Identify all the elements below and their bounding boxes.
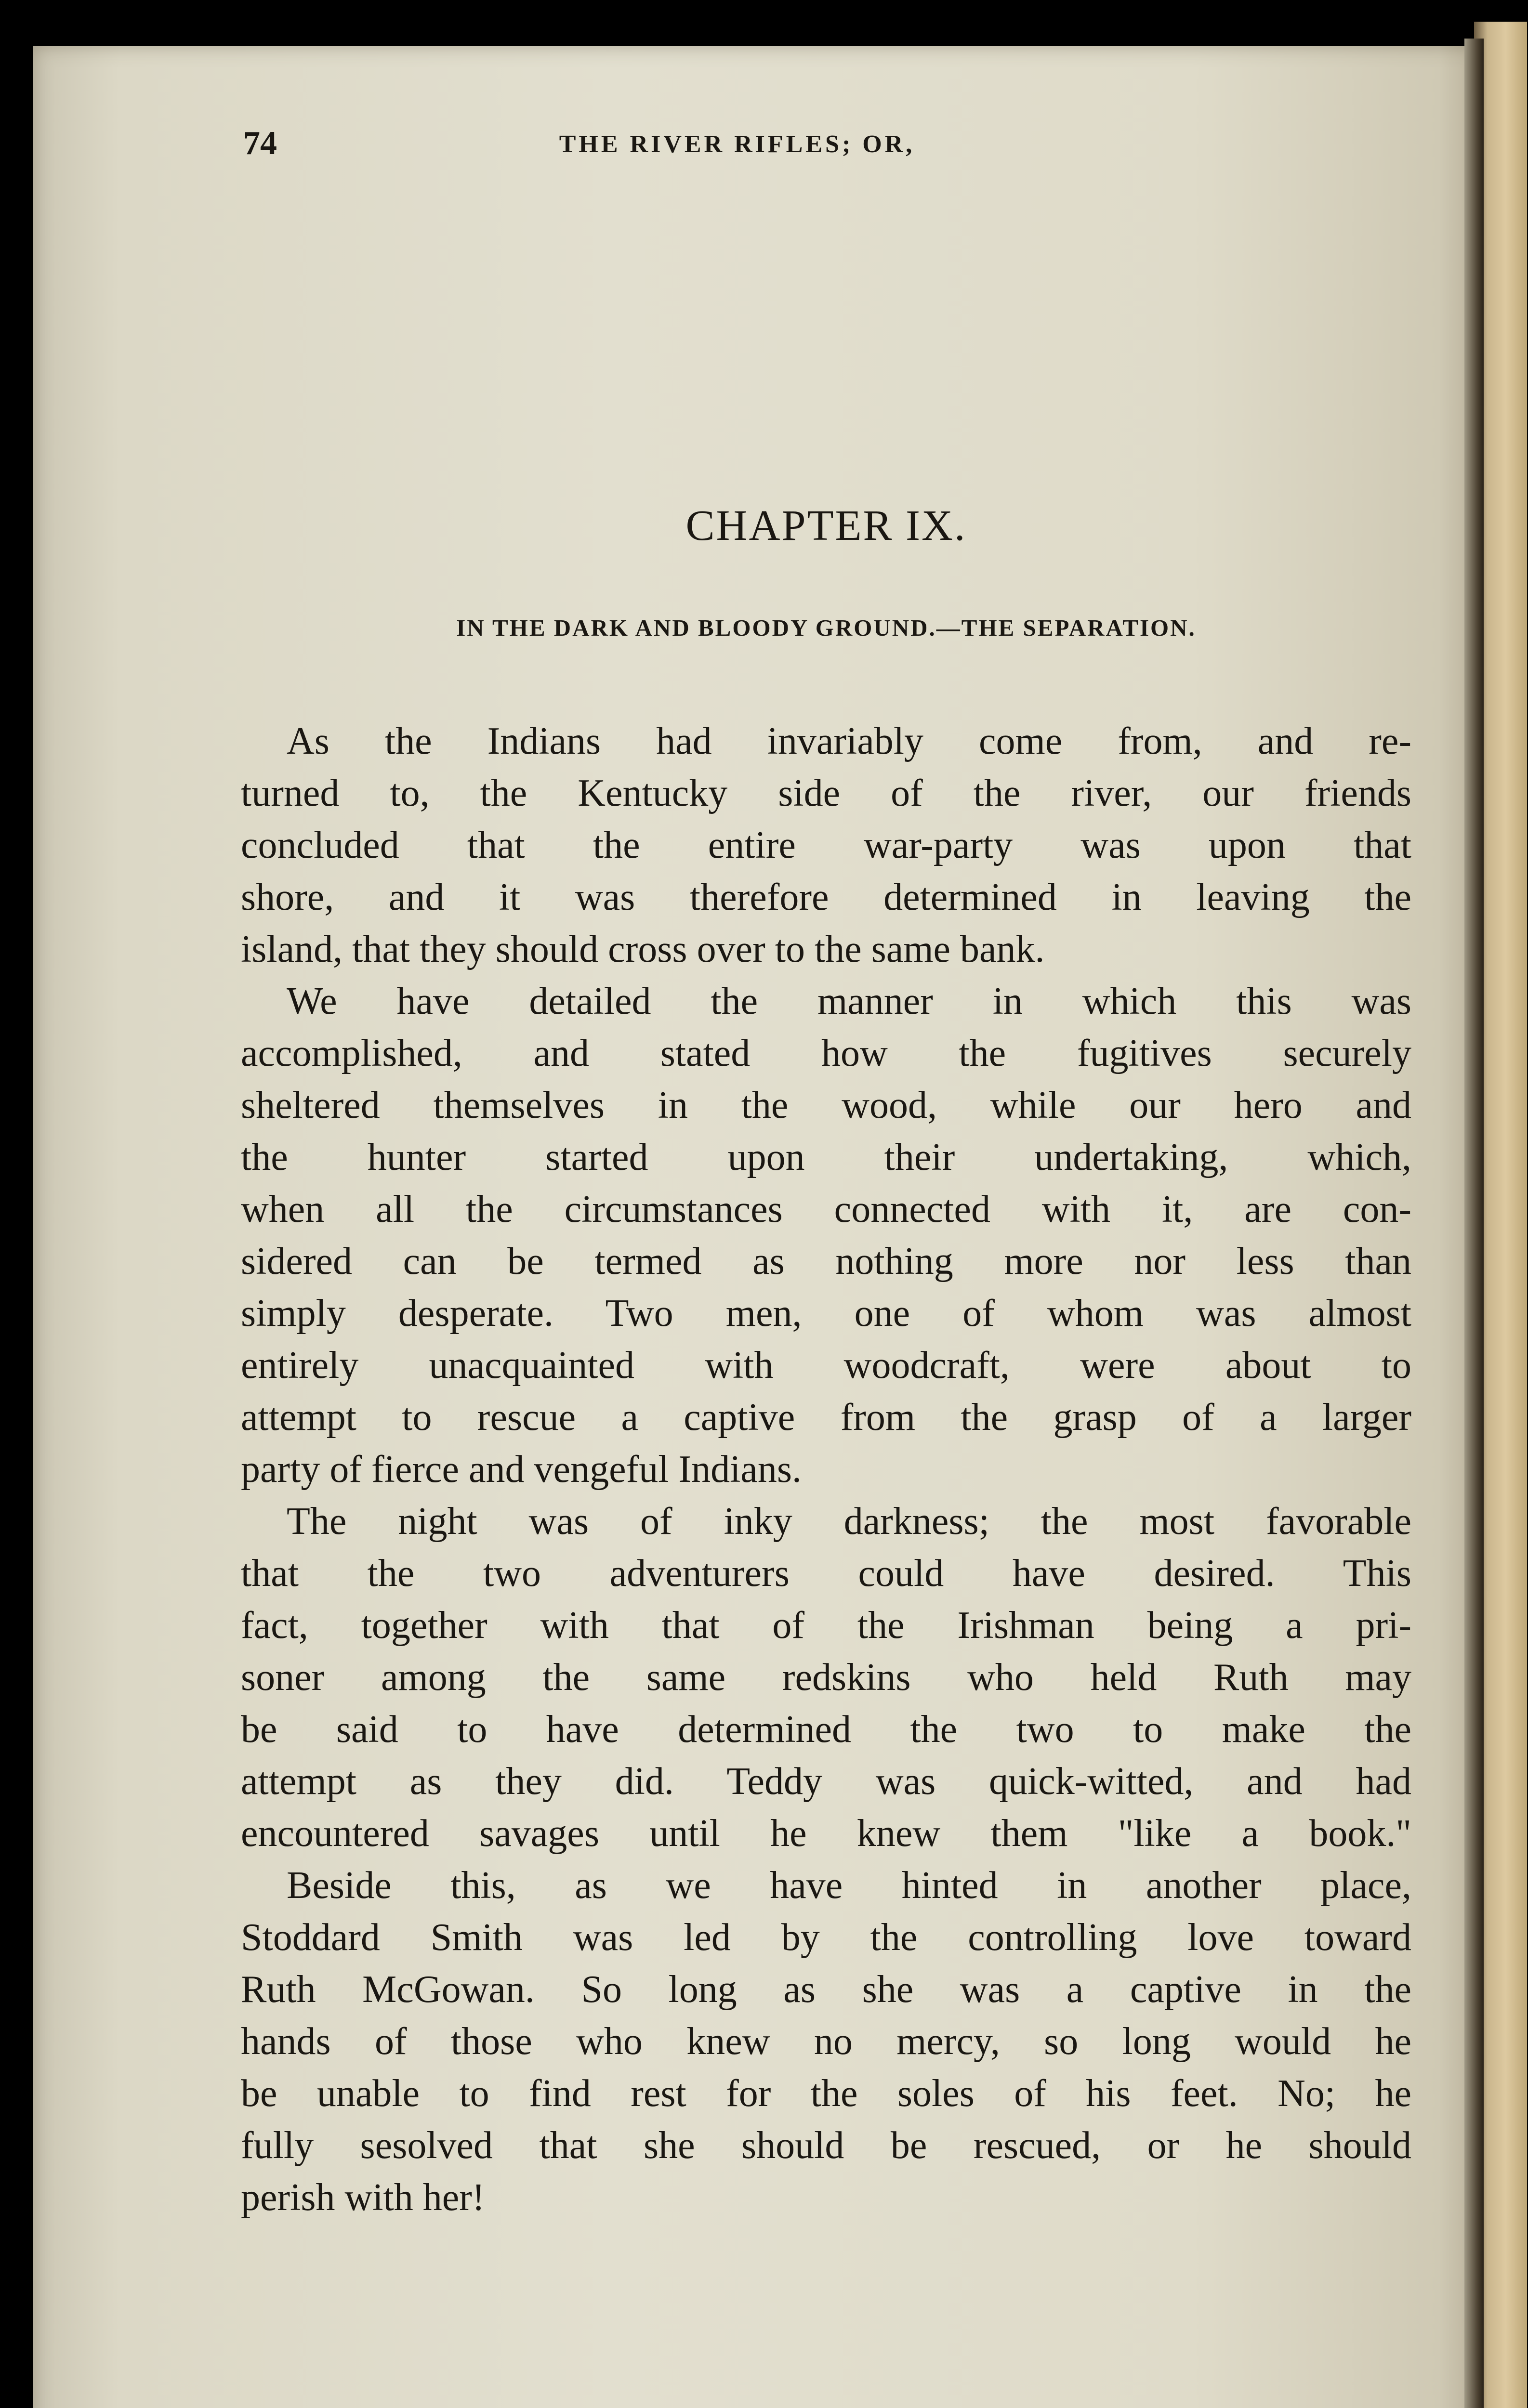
paragraph-2 xyxy=(241,975,1411,1495)
page-number: 74 xyxy=(243,125,277,162)
text-line: Stoddard Smith was led by the controlling love toward xyxy=(241,1916,1411,1959)
text-line: be unable to find rest for the soles of his feet. No; he xyxy=(241,2072,1411,2115)
text-line: encountered savages until he knew them "like a book." xyxy=(241,1812,1411,1855)
text-line: party of fierce and vengeful Indians. xyxy=(241,1448,802,1491)
text-line: that the two adventurers could have desired. This xyxy=(241,1552,1411,1595)
paragraph-1 xyxy=(241,715,1411,975)
running-head: THE RIVER RIFLES; OR, xyxy=(559,131,915,158)
chapter-subtitle: IN THE DARK AND BLOODY GROUND.—THE SEPARATION. xyxy=(456,615,1196,641)
text-line: sidered can be termed as nothing more nor less than xyxy=(241,1240,1411,1283)
text-line: As the Indians had invariably come from, and re- xyxy=(287,720,1411,762)
text-line: hands of those who knew no mercy, so long would he xyxy=(241,2020,1411,2063)
text-line: Ruth McGowan. So long as she was a captive in the xyxy=(241,1968,1411,2011)
paragraph-4 xyxy=(241,1859,1411,2224)
text-line: simply desperate. Two men, one of whom was almost xyxy=(241,1292,1411,1335)
page-gutter-shadow xyxy=(1464,39,1484,2408)
text-line: shore, and it was therefore determined in leaving the xyxy=(241,876,1411,918)
text-line: fully sesolved that she should be rescued, or he should xyxy=(241,2124,1411,2167)
chapter-title: CHAPTER IX. xyxy=(685,502,967,550)
paragraph-3 xyxy=(241,1495,1411,1859)
body-text xyxy=(241,715,1411,2224)
text-line: island, that they should cross over to the same bank. xyxy=(241,928,1045,970)
text-line: accomplished, and stated how the fugitives securely xyxy=(241,1032,1411,1074)
text-line: perish with her! xyxy=(241,2176,485,2219)
text-line: attempt to rescue a captive from the grasp of a larger xyxy=(241,1396,1411,1439)
text-line: the hunter started upon their undertaking, which, xyxy=(241,1136,1411,1178)
text-line: attempt as they did. Teddy was quick-witted, and had xyxy=(241,1760,1411,1803)
text-line: concluded that the entire war-party was upon that xyxy=(241,824,1411,866)
text-line: sheltered themselves in the wood, while our hero and xyxy=(241,1084,1411,1126)
text-line: The night was of inky darkness; the most favorable xyxy=(287,1500,1411,1543)
text-line: We have detailed the manner in which this was xyxy=(287,980,1411,1022)
text-line: entirely unacquainted with woodcraft, were about to xyxy=(241,1344,1411,1387)
text-line: when all the circumstances connected with it, are con- xyxy=(241,1188,1411,1230)
text-line: Beside this, as we have hinted in another place, xyxy=(287,1864,1411,1907)
text-line: fact, together with that of the Irishman being a pri- xyxy=(241,1604,1411,1647)
text-line: turned to, the Kentucky side of the river, our friends xyxy=(241,772,1411,814)
text-line: soner among the same redskins who held Ruth may xyxy=(241,1656,1411,1699)
text-line: be said to have determined the two to make the xyxy=(241,1708,1411,1751)
